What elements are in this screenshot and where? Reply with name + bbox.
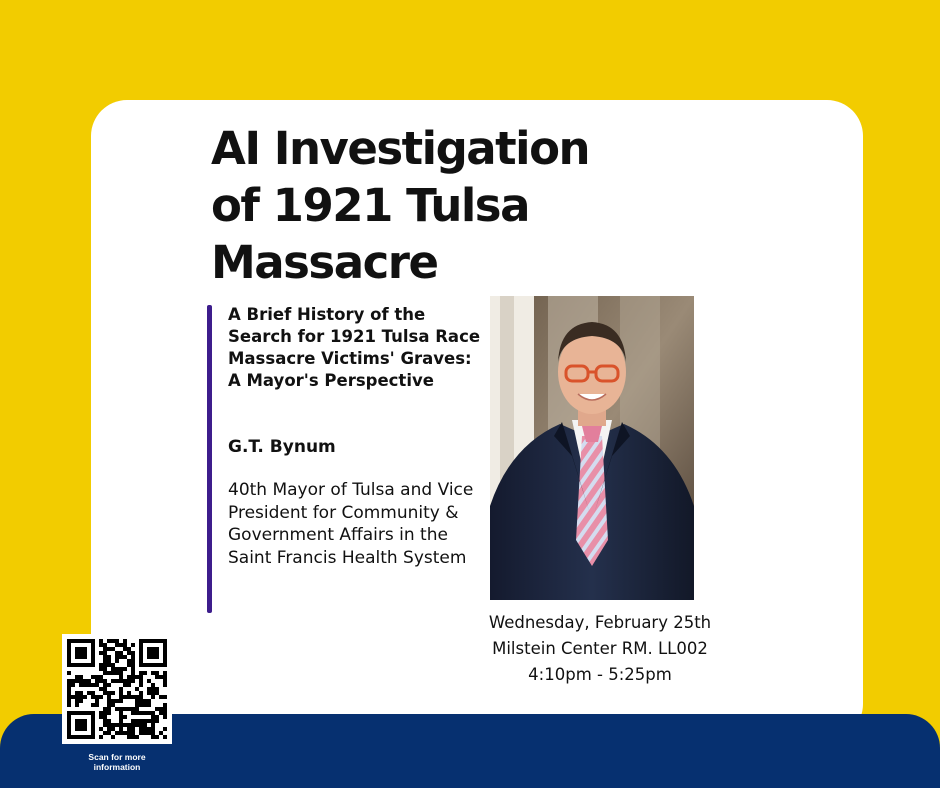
event-date: Wednesday, February 25th	[488, 613, 712, 632]
speaker-photo	[490, 296, 694, 600]
event-details	[470, 610, 730, 688]
speaker-name: G.T. Bynum	[228, 437, 336, 457]
event-location: Milstein Center RM. LL002	[492, 639, 708, 658]
talk-title: A Brief History of the Search for 1921 Tulsa Race Massacre Victims' Graves: A Mayor's Perspective	[228, 305, 481, 390]
speaker-bio: 40th Mayor of Tulsa and Vice President for Community & Government Affairs in the Saint Francis Health System	[228, 480, 474, 568]
event-title: AI Investigation of 1921 Tulsa Massacre	[211, 122, 590, 289]
qr-code[interactable]	[62, 634, 172, 744]
accent-bar	[207, 305, 212, 613]
event-time: 4:10pm - 5:25pm	[528, 665, 672, 684]
qr-caption: Scan for more information	[88, 752, 146, 772]
